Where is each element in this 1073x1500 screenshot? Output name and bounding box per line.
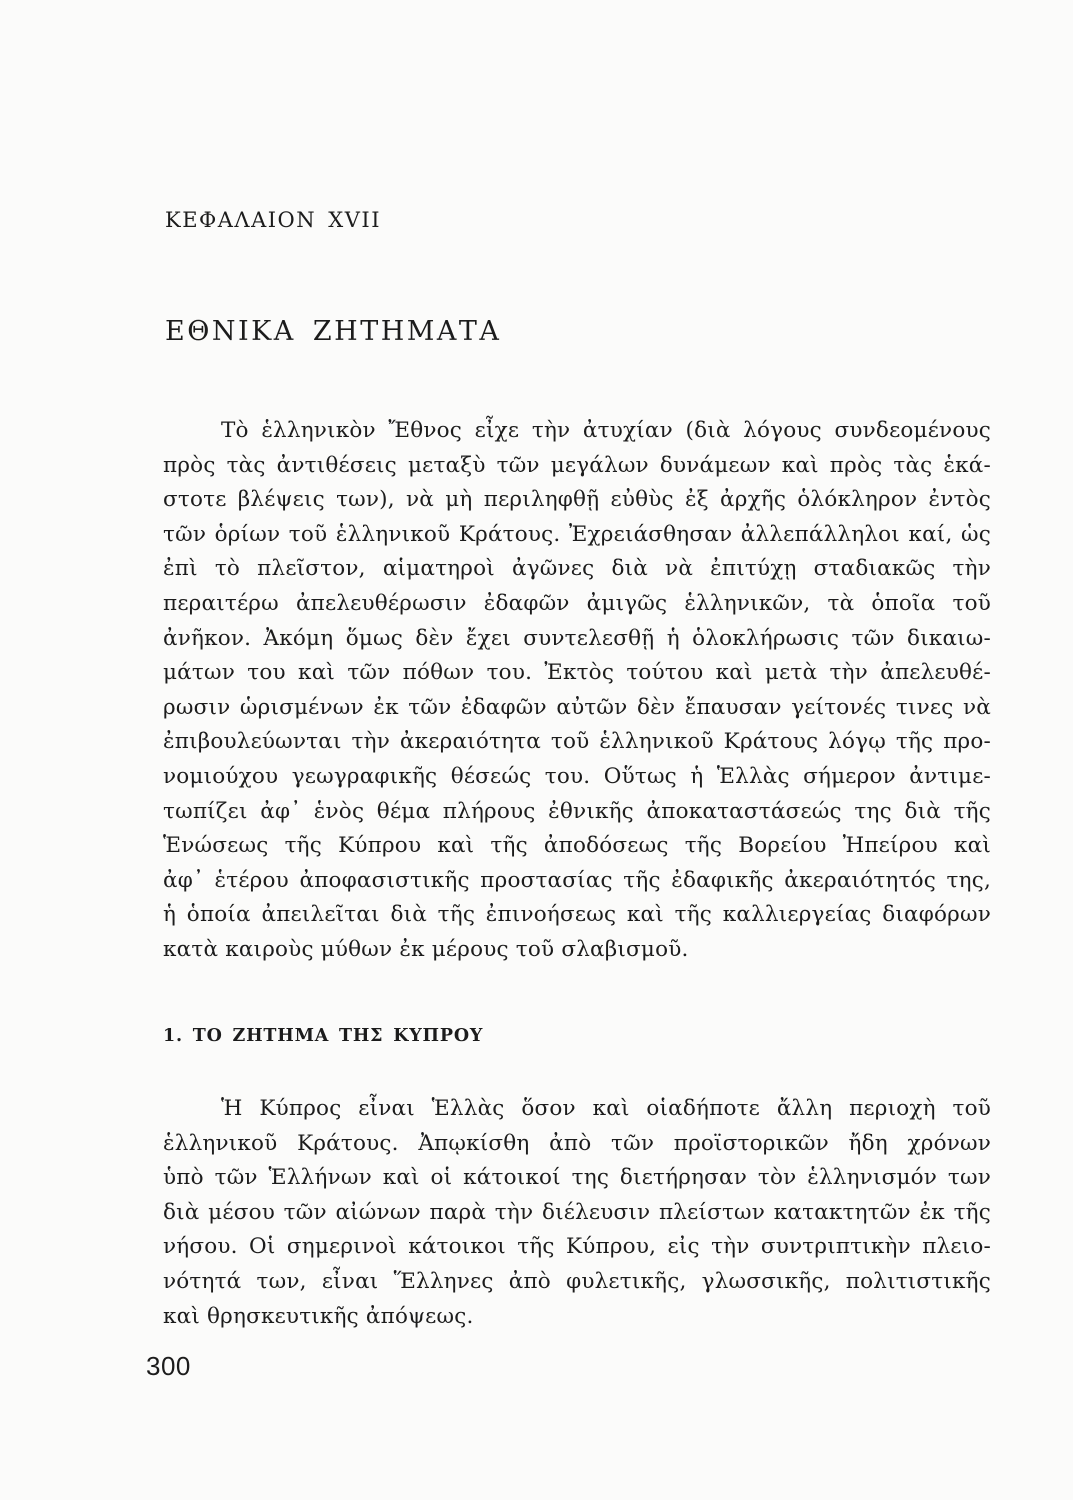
text-line: ἑλληνικοῦ Κράτους. Ἀπῳκίσθη ἀπὸ τῶν προϊστορικῶν ἤδη χρόνων: [163, 1130, 991, 1156]
text-line: ἀνῆκον. Ἀκόμη ὅμως δὲν ἔχει συντελεσθῇ ἡ ὁλοκλήρωσις τῶν δικαιω-: [163, 625, 991, 651]
text-line: τῶν ὁρίων τοῦ ἑλληνικοῦ Κράτους. Ἐχρειάσθησαν ἀλλεπάλληλοι καί, ὡς: [163, 521, 991, 547]
text-line: Ἑνώσεως τῆς Κύπρου καὶ τῆς ἀποδόσεως τῆς Βορείου Ἠπείρου καὶ: [163, 833, 991, 859]
text-line: Ἡ Κύπρος εἶναι Ἑλλὰς ὅσον καὶ οἱαδήποτε ἄλλη περιοχὴ τοῦ: [221, 1096, 991, 1121]
text-line: τωπίζει ἀφ᾿ ἑνὸς θέμα πλήρους ἐθνικῆς ἀποκαταστάσεώς της διὰ τῆς: [163, 798, 991, 824]
section-heading: 1. ΤΟ ΖΗΤΗΜΑ ΤΗΣ ΚΥΠΡΟΥ: [163, 1026, 484, 1046]
chapter-heading: ΚΕΦΑΛΑΙΟΝ XVII: [165, 208, 381, 232]
text-line: ὑπὸ τῶν Ἑλλήνων καὶ οἱ κάτοικοί της διετήρησαν τὸν ἑλληνισμόν των: [163, 1165, 991, 1191]
section-paragraph: [163, 1092, 991, 1334]
text-line: ἀφ᾿ ἑτέρου ἀποφασιστικῆς προστασίας τῆς ἐδαφικῆς ἀκεραιότητός της,: [163, 867, 991, 893]
text-line: ἐπὶ τὸ πλεῖστον, αἱματηροὶ ἀγῶνες διὰ νὰ ἐπιτύχῃ σταδιακῶς τὴν: [163, 556, 991, 582]
page-number: 300: [146, 1351, 191, 1381]
text-line: νότητά των, εἶναι Ἕλληνες ἀπὸ φυλετικῆς, γλωσσικῆς, πολιτιστικῆς: [163, 1268, 991, 1294]
intro-paragraph: [163, 414, 991, 968]
text-line: ἡ ὁποία ἀπειλεῖται διὰ τῆς ἐπινοήσεως καὶ τῆς καλλιεργείας διαφόρων: [163, 902, 991, 928]
text-line: νήσου. Οἱ σημερινοὶ κάτοικοι τῆς Κύπρου, εἰς τὴν συντριπτικὴν πλειο-: [163, 1234, 991, 1260]
text-line: πρὸς τὰς ἀντιθέσεις μεταξὺ τῶν μεγάλων δυνάμεων καὶ πρὸς τὰς ἑκά-: [163, 452, 991, 478]
text-line: διὰ μέσου τῶν αἰώνων παρὰ τὴν διέλευσιν πλείστων κατακτητῶν ἐκ τῆς: [163, 1199, 991, 1225]
text-line: Τὸ ἑλληνικὸν Ἔθνος εἶχε τὴν ἀτυχίαν (διὰ λόγους συνδεομένους: [221, 418, 991, 443]
text-line: ρωσιν ὡρισμένων ἐκ τῶν ἐδαφῶν αὐτῶν δὲν ἔπαυσαν γείτονές τινες νὰ: [163, 694, 991, 720]
chapter-title: ΕΘΝΙΚΑ ΖΗΤΗΜΑΤΑ: [165, 316, 502, 347]
text-line: περαιτέρω ἀπελευθέρωσιν ἐδαφῶν ἀμιγῶς ἑλληνικῶν, τὰ ὁποῖα τοῦ: [163, 590, 991, 616]
text-line: στοτε βλέψεις των), νὰ μὴ περιληφθῇ εὐθὺς ἐξ ἀρχῆς ὁλόκληρον ἐντὸς: [163, 487, 991, 513]
text-line: μάτων του καὶ τῶν πόθων του. Ἐκτὸς τούτου καὶ μετὰ τὴν ἀπελευθέ-: [163, 660, 991, 686]
text-line: κατὰ καιροὺς μύθων ἐκ μέρους τοῦ σλαβισμοῦ.: [163, 936, 689, 962]
text-line: καὶ θρησκευτικῆς ἀπόψεως.: [163, 1303, 474, 1329]
text-line: ἐπιβουλεύωνται τὴν ἀκεραιότητα τοῦ ἑλληνικοῦ Κράτους λόγῳ τῆς προ-: [163, 729, 991, 755]
text-line: νομιούχου γεωγραφικῆς θέσεώς του. Οὕτως ἡ Ἑλλὰς σήμερον ἀντιμε-: [163, 763, 991, 789]
